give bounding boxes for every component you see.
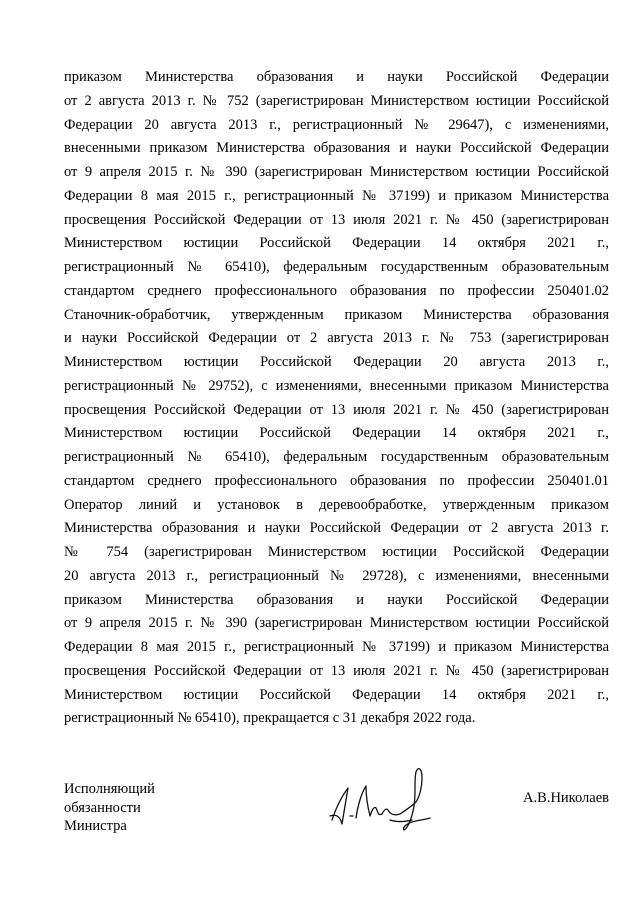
paragraph-line: Оператор линий и установок в деревообработке, утвержденным приказом xyxy=(64,496,609,513)
paragraph-line: просвещения Российской Федерации от 13 июля 2021 г. № 450 (зарегистрирован xyxy=(64,662,609,679)
paragraph-line: регистрационный № 29752), с изменениями, внесенными приказом Министерства xyxy=(64,377,609,394)
paragraph-line: Федерации 20 августа 2013 г., регистрационный № 29647), с изменениями, xyxy=(64,116,609,133)
paragraph-line: приказом Министерства образования и науки Российской Федерации xyxy=(64,69,609,85)
paragraph-line: приказом Министерства образования и науки Российской Федерации xyxy=(64,591,609,608)
signatory-title xyxy=(64,780,155,836)
paragraph-line: внесенными приказом Министерства образования и науки Российской Федерации xyxy=(64,140,609,157)
paragraph-line: и науки Российской Федерации от 2 августа 2013 г. № 753 (зарегистрирован xyxy=(64,330,609,347)
paragraph-line: Станочник-обработчик, утвержденным приказом Министерства образования xyxy=(64,306,609,323)
paragraph-line: 20 августа 2013 г., регистрационный № 29728), с изменениями, внесенными xyxy=(64,567,609,584)
paragraph-line: Министерством юстиции Российской Федерации 20 августа 2013 г., xyxy=(64,354,609,370)
paragraph-line: регистрационный № 65410), федеральным государственным образовательным xyxy=(64,259,609,275)
paragraph-line: Министерством юстиции Российской Федерации 14 октября 2021 г., xyxy=(64,425,609,442)
paragraph-line: просвещения Российской Федерации от 13 июля 2021 г. № 450 (зарегистрирован xyxy=(64,211,609,228)
handwritten-signature xyxy=(320,758,440,838)
paragraph-line: от 9 апреля 2015 г. № 390 (зарегистрирован Министерством юстиции Российской xyxy=(64,164,609,180)
paragraph-line: от 9 апреля 2015 г. № 390 (зарегистрирован Министерством юстиции Российской xyxy=(64,615,609,632)
paragraph-line: Федерации 8 мая 2015 г., регистрационный № 37199) и приказом Министерства xyxy=(64,187,609,204)
paragraph-line: регистрационный № 65410), федеральным государственным образовательным xyxy=(64,449,609,465)
paragraph-line: Федерации 8 мая 2015 г., регистрационный № 37199) и приказом Министерства xyxy=(64,639,609,655)
paragraph-line: от 2 августа 2013 г. № 752 (зарегистрирован Министерством юстиции Российской xyxy=(64,92,609,109)
paragraph-line: № 754 (зарегистрирован Министерством юстиции Российской Федерации xyxy=(64,544,609,560)
paragraph-line: регистрационный № 65410), прекращается с 31 декабря 2022 года. xyxy=(64,710,476,727)
paragraph-line: Министерства образования и науки Российской Федерации от 2 августа 2013 г. xyxy=(64,520,609,537)
paragraph-line: просвещения Российской Федерации от 13 июля 2021 г. № 450 (зарегистрирован xyxy=(64,401,609,418)
paragraph-line: Министерством юстиции Российской Федерации 14 октября 2021 г., xyxy=(64,686,609,703)
paragraph-line: стандартом среднего профессионального образования по профессии 250401.01 xyxy=(64,472,609,489)
signatory-title-line: Министра xyxy=(64,818,127,834)
signatory-title-line: обязанности xyxy=(64,799,141,816)
paragraph-line: Министерством юстиции Российской Федерации 14 октября 2021 г., xyxy=(64,235,609,252)
paragraph-line: стандартом среднего профессионального образования по профессии 250401.02 xyxy=(64,282,609,299)
signatory-name: А.В.Николаев xyxy=(523,790,609,806)
signatory-title-line: Исполняющий xyxy=(64,781,155,797)
